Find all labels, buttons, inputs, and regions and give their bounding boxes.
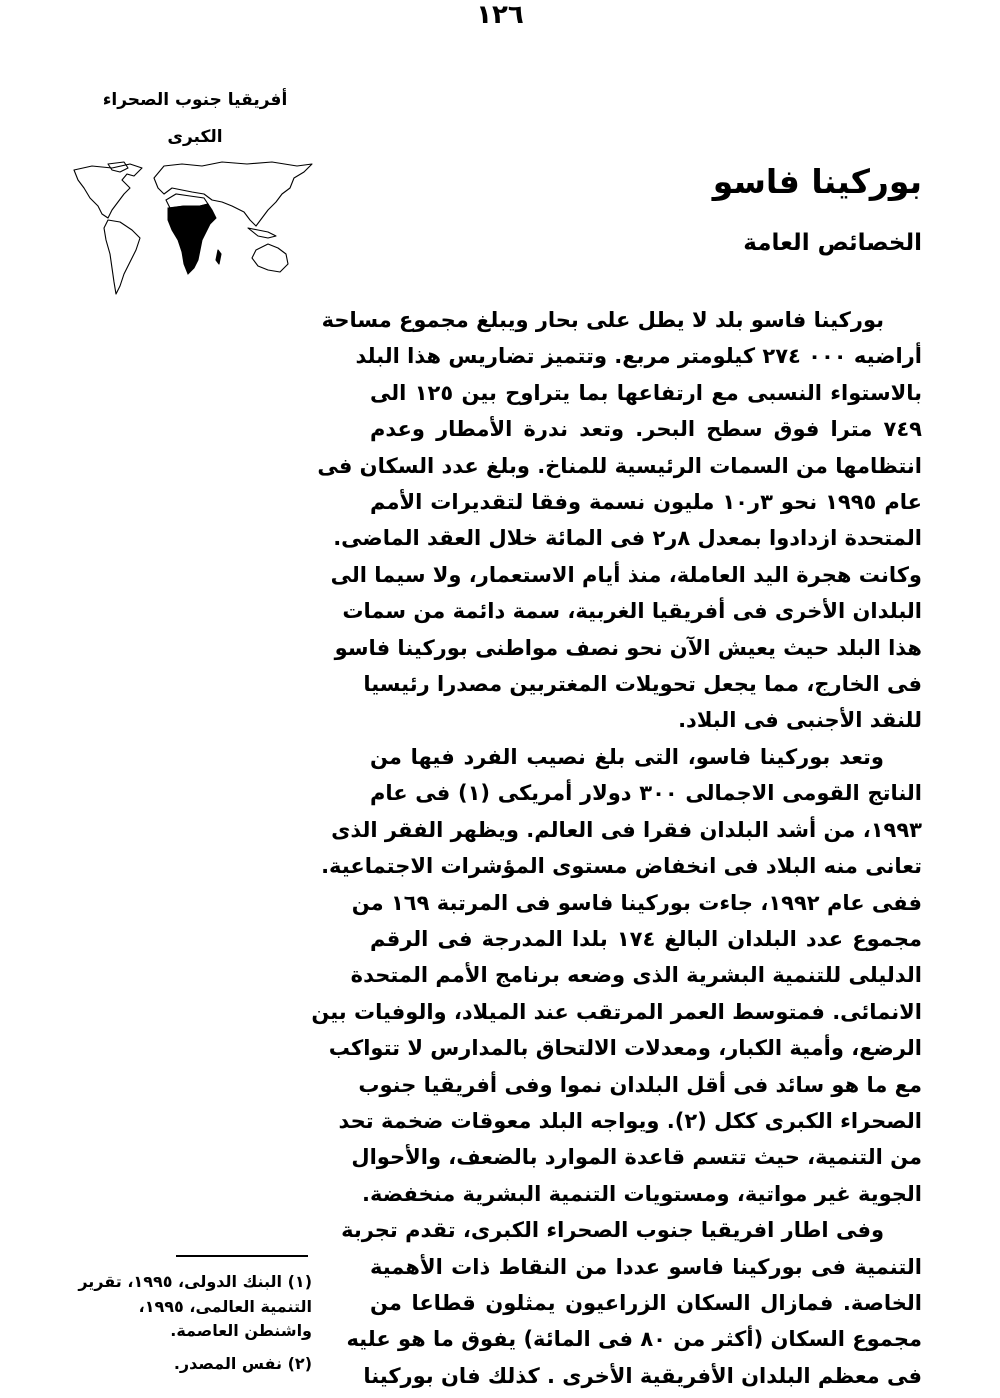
footnote-divider (176, 1255, 308, 1257)
article-body (311, 302, 923, 1394)
body-line: الصحراء الكبرى ككل (٢). ويواجه البلد معوقات ضخمة تحد (338, 1108, 922, 1133)
body-line: البلدان الأخرى فى أفريقيا الغربية، سمة دائمة من سمات (342, 599, 922, 624)
body-line: انتظامها من السمات الرئيسية للمناخ. وبلغ عدد السكان فى (317, 453, 922, 478)
body-line: للنقد الأجنبى فى البلاد. (678, 708, 922, 733)
body-line: المتحدة ازدادوا بمعدل ٨ر٢ فى المائة خلال العقد الماضى. (333, 526, 922, 551)
body-line: عام ١٩٩٥ نحو ٣ر١٠ مليون نسمة وفقا لتقديرات الأمم (370, 490, 923, 515)
body-line: بالاستواء النسبى مع ارتفاعها بما يتراوح بين ١٢٥ الى (370, 380, 923, 405)
body-line: التنمية فى بوركينا فاسو عددا من النقاط ذات الأهمية (370, 1254, 922, 1279)
body-line: من التنمية، حيث تتسم قاعدة الموارد بالضعف، والأحوال (351, 1145, 922, 1170)
map-indonesia (248, 228, 276, 238)
body-line: الخاصة. فمازال السكان الزراعيون يمثلون قطاعا من (370, 1290, 922, 1315)
region-title (70, 82, 320, 156)
map-australia (252, 244, 288, 272)
region-title-line-2: الكبرى (167, 127, 223, 147)
footnotes (70, 1270, 312, 1384)
article-title: بوركينا فاسو (712, 162, 922, 201)
body-line: ففى عام ١٩٩٢، جاءت بوركينا فاسو فى المرتبة ١٦٩ من (351, 890, 922, 915)
page-number: ١٢٦ (476, 0, 524, 30)
body-line: مجموع عدد البلدان البالغ ١٧٤ بلدا المدرجة فى الرقم (370, 926, 922, 951)
body-line: فى الخارج، مما يجعل تحويلات المغتربين مصدرا رئيسيا (363, 672, 922, 697)
world-map-icon (72, 158, 320, 298)
map-north-america (74, 164, 142, 218)
body-line: فى معظم البلدان الأفريقية الأخرى . كذلك فان بوركينا (363, 1363, 922, 1388)
body-line: وفى اطار افريقيا جنوب الصحراء الكبرى، تقدم تجربة (341, 1218, 884, 1243)
footnote-2: (٢) نفس المصدر. (173, 1353, 312, 1373)
map-south-america (104, 220, 140, 294)
body-line: وتعد بوركينا فاسو، التى بلغ نصيب الفرد فيها من (370, 744, 884, 769)
section-heading: الخصائص العامة (743, 230, 922, 256)
map-sub-saharan-africa-highlight (168, 204, 216, 274)
body-line: ١٩٩٣، من أشد البلدان فقرا فى العالم. ويظهر الفقر الذى (331, 817, 922, 842)
region-title-line-1: أفريقيا جنوب الصحراء (102, 90, 288, 110)
body-line: الدليلى للتنمية البشرية الذى وضعه برنامج الأمم المتحدة (350, 963, 922, 988)
body-line: وكانت هجرة اليد العاملة، منذ أيام الاستعمار، ولا سيما الى (330, 562, 922, 587)
body-line: الناتج القومى الاجمالى ٣٠٠ دولار أمريكى (١) فى عام (370, 781, 922, 806)
body-line: الانمائى. فمتوسط العمر المرتقب عند الميلاد، والوفيات بين (311, 999, 922, 1024)
body-line: ٧٤٩ مترا فوق سطح البحر. وتعد ندرة الأمطار وعدم (370, 417, 922, 442)
body-line: مجموع السكان (أكثر من ٨٠ فى المائة) يفوق ما هو عليه (346, 1327, 922, 1352)
body-line: بوركينا فاسو بلد لا يطل على بحار ويبلغ مجموع مساحة (321, 308, 884, 332)
body-line: تعانى منه البلاد فى انخفاض مستوى المؤشرات الاجتماعية. (321, 854, 922, 879)
footnote-1: (١) البنك الدولى، ١٩٩٥، تقرير التنمية العالمى، ١٩٩٥، واشنطن العاصمة. (78, 1272, 312, 1340)
body-line: الرضع، وأمية الكبار، ومعدلات الالتحاق بالمدارس لا تتواكب (328, 1036, 922, 1061)
body-line: أراضيه ٠٠٠ ٢٧٤ كيلومتر مربع. وتتميز تضاريس هذا البلد (355, 344, 922, 369)
body-line: هذا البلد حيث يعيش الآن نحو نصف مواطنى بوركينا فاسو (334, 635, 922, 660)
body-line: مع ما هو سائد فى أقل البلدان نموا وفى أفريقيا جنوب (358, 1072, 922, 1097)
body-line: الجوية غير مواتية، ومستويات التنمية البشرية منخفضة. (362, 1181, 922, 1206)
map-madagascar (216, 250, 221, 264)
